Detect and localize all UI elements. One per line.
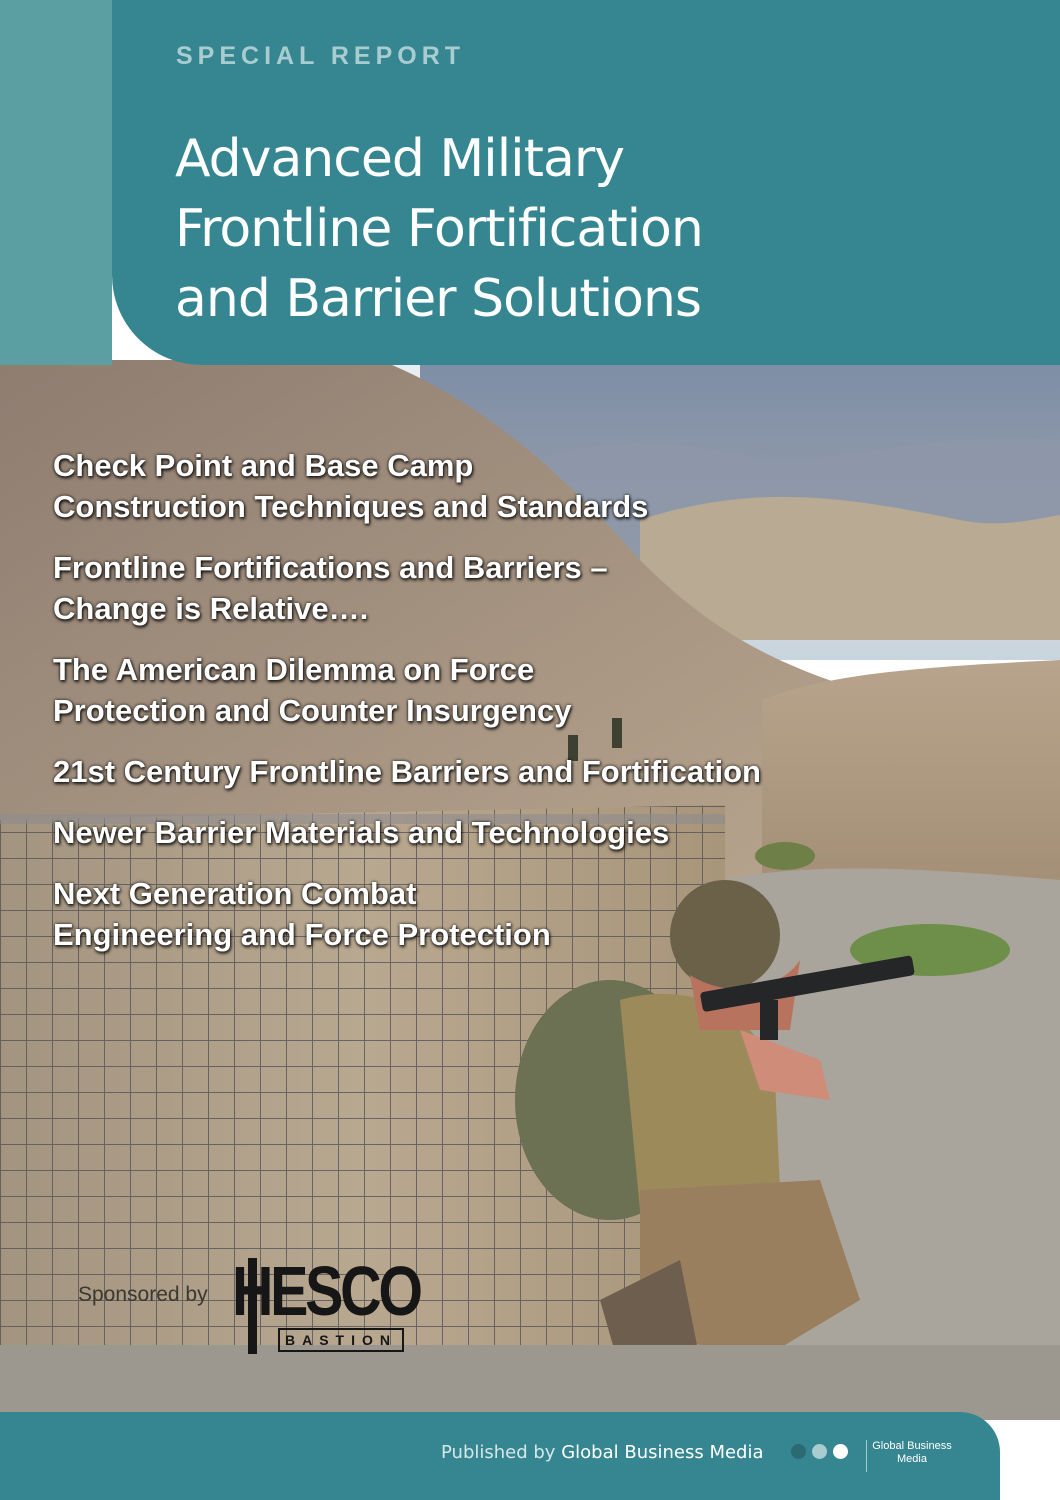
sponsor-logo xyxy=(232,1252,420,1354)
article-item xyxy=(53,751,853,792)
article-title-line: 21st Century Frontline Barriers and Fortification xyxy=(53,754,761,789)
publisher-dot xyxy=(812,1444,827,1459)
article-item xyxy=(53,812,853,853)
publisher-logo xyxy=(866,1440,957,1472)
article-title-line: Check Point and Base Camp xyxy=(53,448,474,483)
publisher-dots xyxy=(791,1444,854,1460)
article-title-line: Protection and Counter Insurgency xyxy=(53,693,572,728)
report-title-line: Advanced Military xyxy=(175,129,624,189)
publisher-dot xyxy=(833,1444,848,1459)
sponsor-logo-subtitle: BASTION xyxy=(278,1328,404,1352)
article-title-line: Frontline Fortifications and Barriers – xyxy=(53,550,608,585)
sponsor-label: Sponsored by xyxy=(78,1283,208,1306)
article-item xyxy=(53,445,853,527)
report-title xyxy=(175,124,1035,334)
publisher-name: Global Business Media xyxy=(561,1442,764,1463)
article-title-line: Newer Barrier Materials and Technologies xyxy=(53,815,670,850)
publisher-prefix: Published by xyxy=(441,1442,556,1463)
article-title-line: Engineering and Force Protection xyxy=(53,917,551,952)
article-item xyxy=(53,873,853,955)
header-accent-strip xyxy=(0,0,112,365)
article-list xyxy=(53,445,853,975)
article-item xyxy=(53,649,853,731)
publisher-credit xyxy=(441,1442,764,1463)
report-title-line: and Barrier Solutions xyxy=(175,269,702,329)
article-title-line: The American Dilemma on Force xyxy=(53,652,535,687)
report-title-line: Frontline Fortification xyxy=(175,199,703,259)
sponsor-logo-wordmark: HESCO xyxy=(232,1252,420,1330)
article-title-line: Construction Techniques and Standards xyxy=(53,489,649,524)
article-item xyxy=(53,547,853,629)
publisher-logo-line: Global Business xyxy=(872,1440,952,1452)
article-title-line: Change is Relative…. xyxy=(53,591,369,626)
publisher-dot xyxy=(791,1444,806,1459)
report-kicker: SPECIAL REPORT xyxy=(176,42,466,70)
article-title-line: Next Generation Combat xyxy=(53,876,417,911)
publisher-logo-line: Media xyxy=(897,1453,927,1465)
